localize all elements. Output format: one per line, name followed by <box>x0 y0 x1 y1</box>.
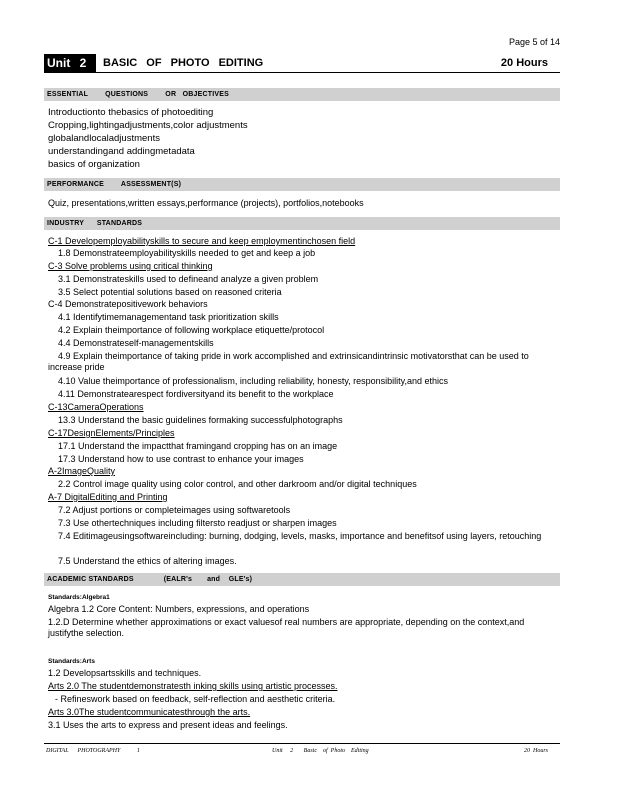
standard-item: 13.3 Understand the basic guidelines formaking successfulphotographs <box>58 415 343 425</box>
standard-item: 4.2 Explain theimportance of following workplace etiquette/protocol <box>58 325 325 335</box>
unit-hours: 20 Hours <box>500 57 548 69</box>
standard-heading: C-17DesignElements/Principles <box>48 428 175 438</box>
unit-title: BASIC OF PHOTO EDITING <box>103 57 264 69</box>
performance-text: Quiz, presentations,written essays,performance (projects), portfolios,notebooks <box>48 198 364 208</box>
standard-heading: A-7 DigitalEditing and Printing <box>48 492 168 502</box>
standard-item: 7.3 Use othertechniques including filtersto readjust or sharpen images <box>58 518 337 528</box>
standard-item: 4.4 Demonstrateself-managementskills <box>58 338 214 348</box>
essential-line: globalandlocaladjustments <box>48 133 160 144</box>
standard-item: 4.10 Value theimportance of professionalism, including reliability, honesty, responsibility,and ethics <box>58 376 449 386</box>
industry-section-heading: INDUSTRY STANDARDS <box>44 217 560 230</box>
academic-section-heading: ACADEMIC STANDARDS (EALR's and GLE's) <box>44 573 560 586</box>
algebra-line: 1.2.D Determine whether approximations or exact valuesof real numbers are appropriate, depending on the context,and justifythe selection. <box>48 617 525 638</box>
standard-item: 7.5 Understand the ethics of altering images. <box>58 556 237 566</box>
standard-item: 7.2 Adjust portions or completeimages using softwaretools <box>58 505 291 515</box>
page-number: Page 5 of 14 <box>509 37 561 47</box>
arts-line: 1.2 Developsartsskills and techniques. <box>48 668 202 678</box>
standard-heading: C-3 Solve problems using critical thinking <box>48 261 213 271</box>
algebra-heading: Standards:Algebra1 <box>48 594 110 601</box>
standard-item: 17.3 Understand how to use contrast to enhance your images <box>58 454 304 464</box>
standard-heading: C-1 Developemployabilityskills to secure and keep employmentinchosen field <box>48 236 356 246</box>
unit-header <box>44 54 560 73</box>
essential-line: understandingand addingmetadata <box>48 146 195 157</box>
footer-center: Unit 2 Basic of Photo Editing <box>272 748 369 754</box>
arts-line: Arts 2.0 The studentdemonstratesth inking skills using artistic processes. <box>48 681 338 691</box>
standard-item: 17.1 Understand the impactthat framingand cropping has on an image <box>58 441 338 451</box>
arts-line: 3.1 Uses the arts to express and present ideas and feelings. <box>48 720 288 730</box>
standard-item: 3.1 Demonstrateskills used to defineand analyze a given problem <box>58 274 319 284</box>
footer-left: DIGITAL PHOTOGRAPHY 1 <box>46 748 140 754</box>
unit-badge: Unit 2 <box>44 54 96 72</box>
essential-line: basics of organization <box>48 159 140 170</box>
standard-item: 4.1 Identifytimemanagementand task prioritization skills <box>58 312 279 322</box>
standard-item: 2.2 Control image quality using color control, and other darkroom and/or digital techniques <box>58 479 417 489</box>
standard-item: 4.11 Demonstratearespect fordiversityand its benefit to the workplace <box>58 389 334 399</box>
essential-line: Introductionto thebasics of photoediting <box>48 107 214 118</box>
essential-section-heading: ESSENTIAL QUESTIONS OR OBJECTIVES <box>44 88 560 101</box>
standard-item: 4.9 Explain theimportance of taking pride in work accomplished and extrinsicandintrinsic motivatorsthat can be used to increase pride <box>48 351 529 372</box>
standard-item: 7.4 Editimageusingsoftwareincluding: burning, dodging, levels, masks, importance and benefitsof using layers, retouching <box>58 531 542 541</box>
standard-heading: A-2ImageQuality <box>48 466 116 476</box>
arts-line: - Refineswork based on feedback, self-reflection and aesthetic criteria. <box>55 694 336 704</box>
arts-heading: Standards:Arts <box>48 658 95 665</box>
standard-heading: C-13CameraOperations <box>48 402 144 412</box>
footer-rule <box>44 743 560 744</box>
standard-heading: C-4 Demonstratepositivework behaviors <box>48 299 208 309</box>
standard-item: 1.8 Demonstrateemployabilityskills needed to get and keep a job <box>58 248 316 258</box>
essential-line: Cropping,lightingadjustments,color adjustments <box>48 120 248 131</box>
footer-right: 20 Hours <box>524 748 549 754</box>
standard-item: 3.5 Select potential solutions based on reasoned criteria <box>58 287 282 297</box>
arts-line: Arts 3.0The studentcommunicatesthrough the arts. <box>48 707 251 717</box>
performance-section-heading: PERFORMANCE ASSESSMENT(S) <box>44 178 560 191</box>
algebra-line: Algebra 1.2 Core Content: Numbers, expressions, and operations <box>48 604 310 614</box>
